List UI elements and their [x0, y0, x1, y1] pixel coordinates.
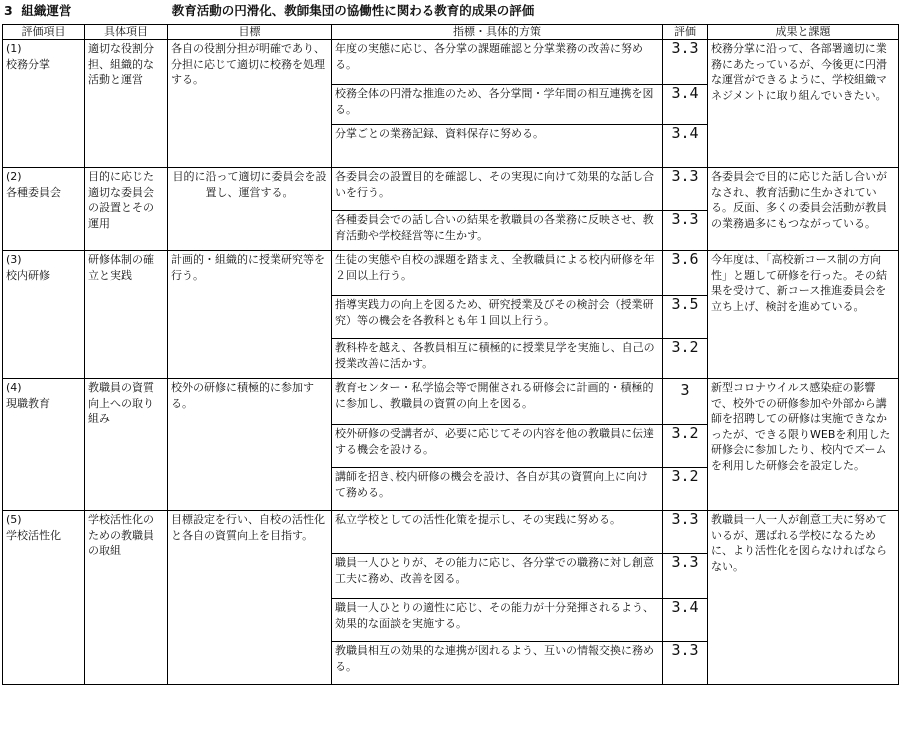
goal: 各自の役割分担が明確であり、分担に応じて適切に校務を処理する。 — [168, 40, 332, 168]
goal: 計画的・組織的に授業研究等を行う。 — [168, 251, 332, 379]
specific-item: 研修体制の確立と実践 — [85, 251, 168, 379]
measure-text: 各種委員会での話し合いの結果を教職員の各業務に反映させ、教育活動や学校経営等に生かす。 — [332, 211, 663, 251]
measure-text: 指導実践力の向上を図るため、研究授業及びその検討会（授業研究）等の機会を各教科とも年１回以上行う。 — [332, 296, 663, 339]
header-specific-item: 具体項目 — [85, 25, 168, 40]
specific-item: 目的に応じた適切な委員会の設置とその運用 — [85, 168, 168, 251]
area-cell — [3, 511, 85, 685]
measure-text: 生徒の実態や自校の課題を踏まえ、全教職員による校内研修を年２回以上行う。 — [332, 251, 663, 296]
score: 3.4 — [663, 85, 708, 125]
score: 3.6 — [663, 251, 708, 296]
table-row — [3, 40, 899, 85]
specific-item: 適切な役割分担、組織的な活動と運営 — [85, 40, 168, 168]
score: 3.3 — [663, 642, 708, 685]
area-name: 校務分掌 — [6, 57, 50, 71]
header-results: 成果と課題 — [708, 25, 899, 40]
result-text: 今年度は、「高校新コース制の方向性」と題して研修を行った。その結果を受けて、新コース推進委員会を立ち上げ、検討を進めている。 — [708, 251, 899, 379]
section-theme: 教育活動の円滑化、教師集団の協働性に関わる教育的成果の評価 — [171, 3, 535, 18]
area-number: (2) — [6, 170, 22, 183]
measure-text: 年度の実態に応じ、各分掌の課題確認と分掌業務の改善に努める。 — [332, 40, 663, 85]
score: 3.2 — [663, 425, 708, 468]
measure-text: 校外研修の受講者が、必要に応じてその内容を他の教職員に伝達する機会を設ける。 — [332, 425, 663, 468]
measure-text: 校務全体の円滑な推進のため、各分掌間・学年間の相互連携を図る。 — [332, 85, 663, 125]
measure-text: 各委員会の設置目的を確認し、その実現に向けて効果的な話し合いを行う。 — [332, 168, 663, 211]
section-number: 3 — [4, 3, 13, 18]
score: 3.2 — [663, 468, 708, 511]
measure-text: 職員一人ひとりが、その能力に応じ、各分掌での職務に対し創意工夫に務め、改善を図る。 — [332, 554, 663, 599]
table-row — [3, 379, 899, 425]
area-number: (3) — [6, 253, 22, 266]
score: 3.3 — [663, 511, 708, 554]
area-name: 校内研修 — [6, 268, 50, 282]
measure-text: 教職員相互の効果的な連携が図れるよう、互いの情報交換に務める。 — [332, 642, 663, 685]
result-text: 教職員一人一人が創意工夫に努めているが、選ばれる学校になるために、より活性化を図らなければならない。 — [708, 511, 899, 685]
score: 3.3 — [663, 40, 708, 85]
measure-text: 教科枠を越え、各教員相互に積極的に授業見学を実施し、自己の授業改善に活かす。 — [332, 339, 663, 379]
score: 3.4 — [663, 125, 708, 168]
score: 3.3 — [663, 211, 708, 251]
area-cell — [3, 168, 85, 251]
specific-item: 学校活性化のための教職員の取組 — [85, 511, 168, 685]
measure-text: 分掌ごとの業務記録、資料保存に努める。 — [332, 125, 663, 168]
section-heading — [4, 1, 534, 20]
score: 3.2 — [663, 339, 708, 379]
header-score: 評価 — [663, 25, 708, 40]
table-row — [3, 511, 899, 554]
table-row — [3, 168, 899, 211]
score: 3.5 — [663, 296, 708, 339]
measure-text: 職員一人ひとりの適性に応じ、その能力が十分発揮されるよう、効果的な面談を実施する。 — [332, 599, 663, 642]
area-name: 現職教育 — [6, 396, 50, 410]
area-name: 各種委員会 — [6, 185, 61, 199]
area-number: (4) — [6, 381, 22, 394]
area-name: 学校活性化 — [6, 528, 61, 542]
area-cell — [3, 40, 85, 168]
area-cell — [3, 251, 85, 379]
measure-text: 講師を招き､校内研修の機会を設け、各自が其の資質向上に向けて務める。 — [332, 468, 663, 511]
result-text: 新型コロナウイルス感染症の影響で、校外での研修参加や外部から講師を招聘しての研修は実施できなかったが、できる限りWEBを利用した研修会に参加したり、校内でズームを利用した研修会を設定した。 — [708, 379, 899, 511]
table-row — [3, 251, 899, 296]
measure-text: 教育センター・私学協会等で開催される研修会に計画的・積極的に参加し、教職員の資質の向上を図る。 — [332, 379, 663, 425]
measure-text: 私立学校としての活性化策を提示し、その実践に努める。 — [332, 511, 663, 554]
score: 3.4 — [663, 599, 708, 642]
area-number: (1) — [6, 42, 22, 55]
section-title: 組織運営 — [21, 3, 72, 18]
evaluation-table — [2, 24, 899, 685]
score: 3.3 — [663, 168, 708, 211]
goal: 目標設定を行い、自校の活性化と各自の資質向上を目指す。 — [168, 511, 332, 685]
area-cell — [3, 379, 85, 511]
goal: 校外の研修に積極的に参加する。 — [168, 379, 332, 511]
score: 3 — [663, 379, 708, 425]
score: 3.3 — [663, 554, 708, 599]
area-number: (5) — [6, 513, 22, 526]
header-measures: 指標・具体的方策 — [332, 25, 663, 40]
result-text: 各委員会で目的に応じた話し合いがなされ、教育活動に生かされている。反面、多くの委員会活動が教員の業務過多にもつながっている。 — [708, 168, 899, 251]
header-evaluation-item: 評価項目 — [3, 25, 85, 40]
header-goal: 目標 — [168, 25, 332, 40]
header-row — [3, 25, 899, 40]
goal: 目的に沿って適切に委員会を設置し、運営する。 — [168, 168, 332, 251]
specific-item: 教職員の資質向上への取り組み — [85, 379, 168, 511]
result-text: 校務分掌に沿って、各部署適切に業務にあたっているが、今後更に円滑な運営ができるように、学校組織マネジメントに取り組んでいきたい。 — [708, 40, 899, 168]
